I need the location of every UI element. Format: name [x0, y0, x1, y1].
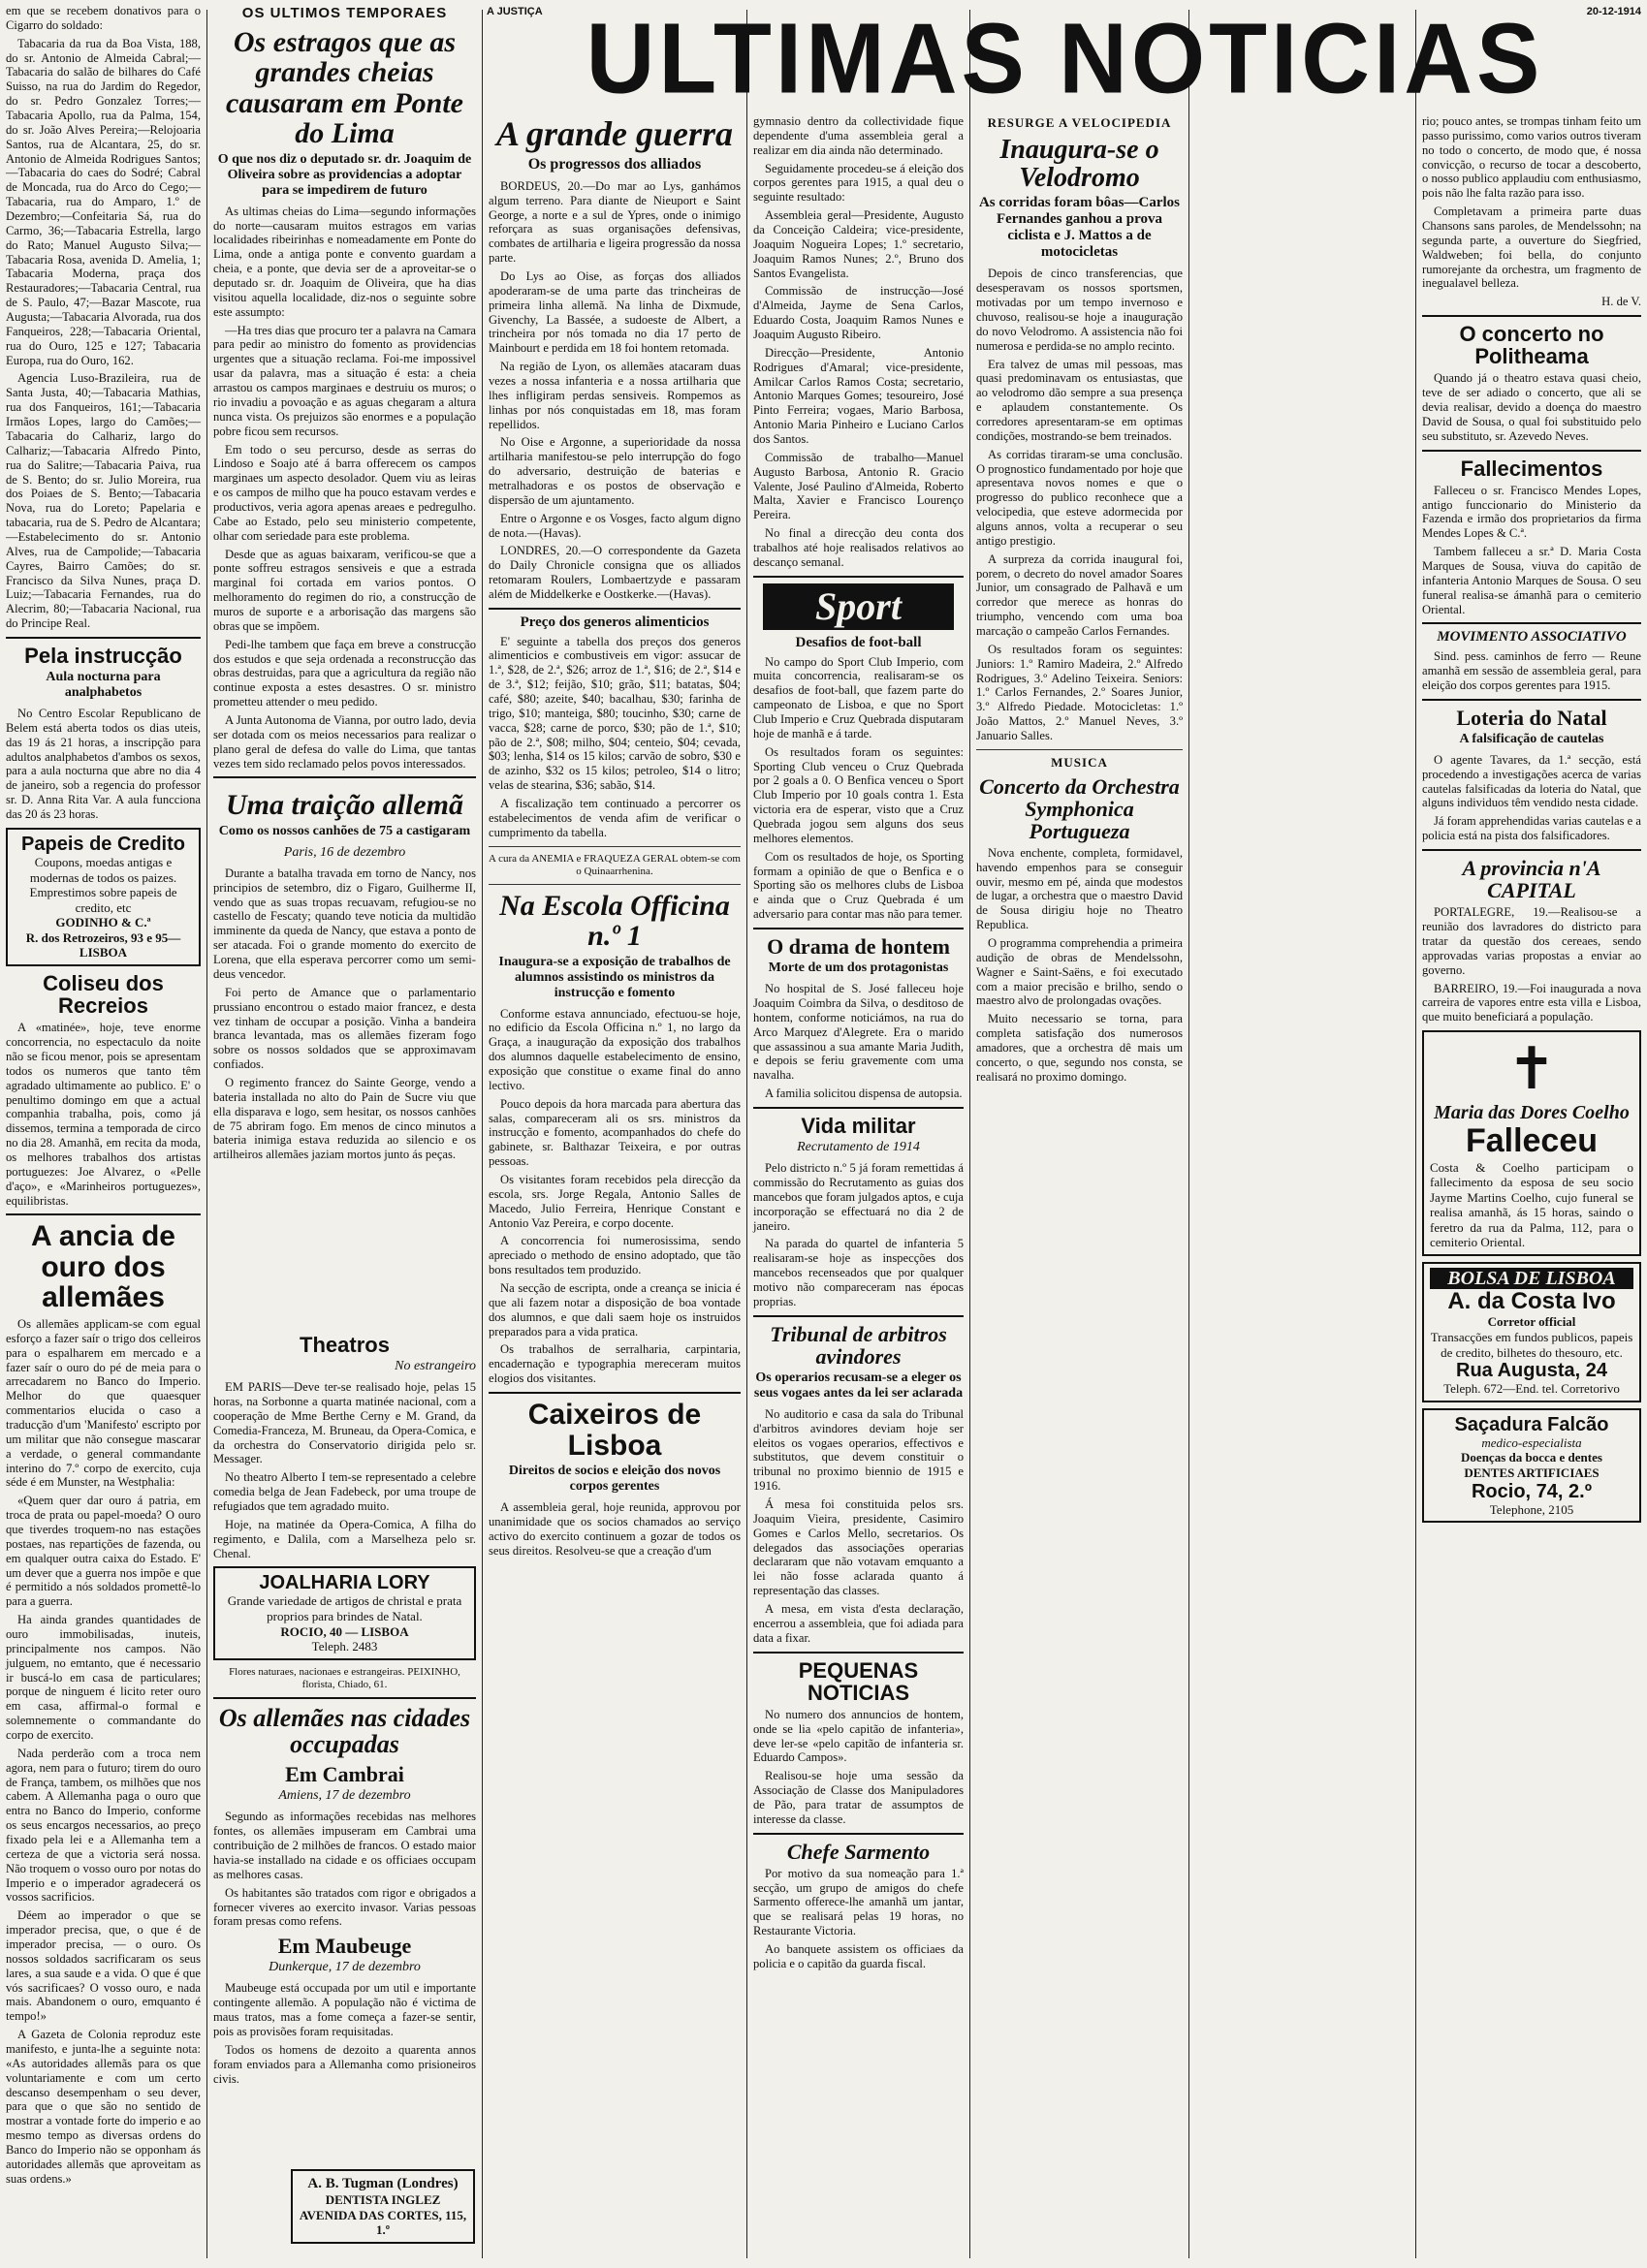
article-text: Ha ainda grandes quantidades de ouro immobilisadas, inuteis, principalmente nos campos. Não julguem, no emtanto, que é necessario ir buscá-lo em casa de particulares; porque de ninguem é licito reter ouro em casa, affirmal-o formal e solemnemente o commandante do corpo de exercito.	[6, 1613, 201, 1742]
article-text: Nova enchente, completa, formidavel, havendo empenhos para se conseguir ouvir, mesmo em pé, ainda que modestos de lugar, a orchestra que o maestro David de Sousa dirigiu hoje no Theatro Republica.	[976, 845, 1183, 932]
article-text: Os visitantes foram recebidos pela direcção da escola, srs. Jorge Regala, Antonio Salles de Macedo, Julio Ferreira, Henrique Constant e Antonio Vaz Pereira, e corpo docente.	[489, 1173, 741, 1230]
ad-sub: DENTISTA INGLEZ	[325, 2192, 441, 2207]
article-text: A Junta Autonoma de Vianna, por outro lado, devia ser dotada com os meios necessarios para realizar o plano geral de defesa do valle do Lima, que tantas vezes tem sido reclamado pelos povos interessados.	[213, 712, 476, 771]
article-text: Com os resultados de hoje, os Sporting formam a opinião de que o Benfica e o Sporting são os melhores clubs de Lisboa e ainda que o Cruz Quebrada é um adversario para contar mas não para temer.	[753, 849, 964, 922]
ad-title: JOALHARIA LORY	[259, 1572, 430, 1594]
article-text: Completavam a primeira parte duas Chansons sans paroles, de Mendelssohn; na segunda parte, a ouverture do Siegfried, Waldweben; foi bella, do conjunto rumorejante da orchestra, um fragmento de inegualavel belleza.	[1422, 205, 1641, 291]
ad-tel: Telephone, 2105	[1489, 1501, 1574, 1517]
ad-name: A. da Costa Ivo	[1447, 1288, 1616, 1315]
ad-firm: GODINHO & C.ª	[55, 915, 151, 930]
divider	[489, 884, 741, 885]
article-text: A surpreza da corrida inaugural foi, porem, o decreto do novel amador Soares Junior, um consagrado de Palhavã e um corredor que merece as honras do triumpho, vencendo com uma boa marcação o campeão Carlos Fernandes.	[976, 551, 1183, 639]
divider	[213, 1697, 476, 1699]
column-6	[1416, 110, 1647, 2268]
article-text: No final a direcção deu conta dos trabalhos até hoje realisados relativos ao descanço semanal.	[753, 526, 964, 569]
headline-drama: O drama de hontem	[767, 934, 950, 959]
article-text: A Gazeta de Colonia reproduz este manifesto, e junta-lhe a seguinte nota: «As autoridades allemãs para os que voluntariamente e com um certo descanso desempenham o seu dever, para que o que são no sentido de mostrar a vontade forte do imperio e ao mesmo tempo as diversas ordens do Banco do Imperio não se opponham ás autoridades allemãs que aproveitam as suas ordens.»	[6, 2028, 201, 2186]
article-text: E' seguinte a tabella dos preços dos generos alimenticios e combustiveis em vigor: assucar de 1.ª, $28, de 2.ª, $26; arroz de 1.ª, $16; de 2.ª, $14 e de 3.ª, $12; feijão, $10; grão, $11; batatas, $04; café, $80; azeite, $40; bacalhau, $30; farinha de trigo, $10; manteiga, $80; toucinho, $30; carne de vacca, $28; carne de porco, $30; pão de 1.ª, $10; pão de 2.ª, $08; milho, $04; centeio, $04; cevada, $03; lenha, $14 os 15 kilos; carvão de sobro, $30 e de azinho, $32 os 15 kilos; petroleo, $14 o litro; velas de stearina, $36; sabão, $14.	[489, 634, 741, 793]
article-text: O agente Tavares, da 1.ª secção, está procedendo a investigações acerca de varias cautelas falsificadas da loteria do Natal, que alguns individuos têm vendido nesta cidade.	[1422, 752, 1641, 810]
obituary-name: Maria das Dores Coelho	[1434, 1102, 1630, 1124]
subheadline: Direitos de socios e eleição dos novos corpos gerentes	[508, 1464, 721, 1495]
article-text: LONDRES, 20.—O correspondente da Gazeta do Daily Chronicle consigna que os alliados retomaram Roulers, Lombaertzyde e passaram além de Middelkerke e Oostkerke.—(Havas).	[489, 544, 741, 601]
ad-address: AVENIDA DAS CORTES, 115, 1.º	[299, 2207, 467, 2238]
article-text: Durante a batalha travada em torno de Nancy, nos principios de setembro, diz o Figaro, Guilherme II, vendo que as suas tropas recuavam, refugiou-se no castello de Fescaty; quando teve noticia da multidão imminente da queda de Nancy, que estava a ponto de ser atacada. Foi o grande momento do exercito de Lorena, que ella esperava percorrer como um semi-deus vencedor.	[213, 866, 476, 981]
article-text: Nada perderão com a troca nem agora, nem para o futuro; tirem do ouro de França, tambem, os milhões que nos cabem. A Allemanha paga o ouro que entra no Banco do Imperio, conforme os seus encargos necessarios, ao preço fixado pela lei e a Allemanha tem a certeza de que a victoria será nossa. Não troquem o vosso ouro por notas do Imperio e o imperador agradecerá os vossos sacrificios.	[6, 1746, 201, 1905]
article-text: Conforme estava annunciado, efectuou-se hoje, no edificio da Escola Officina n.º 1, no largo da Graça, a inauguração da exposição dos trabalhos dos alumnos daquelle estabelecimento de ensino, exposição que constitue o exame final do anno lectivo.	[489, 1006, 741, 1092]
ad-title: Papeis de Credito	[21, 833, 185, 855]
article-text: Assembleia geral—Presidente, Augusto da Conceição Caldeira; vice-presidente, Joaquim Nogueira Lopes; 1.º secretario, Joaquim Ramos Nunes; 2.º, Bruno dos Santos Evangelista.	[753, 208, 964, 280]
article-text: Na região de Lyon, os allemães atacaram duas vezes a nossa infanteria e a nossa artilharia que lhes infligiram perdas sensiveis. Rompemos as linhas por nós conquistadas em 18, mas foram repellidos.	[489, 360, 741, 431]
divider	[489, 1392, 741, 1394]
divider	[753, 1652, 964, 1654]
ad-tugman-wrap	[291, 2169, 475, 2244]
article-text: A «matinée», hoje, teve enorme concorrencia, no espectaculo da noite não se ficou menor, pois se apresentam todos os numeros que tanto têm agradado ultimamente ao publico. E' o penultimo domingo em que a actual companhia trabalha, pois, como já dissemos, termina a temporada de circo no dia 28. Amanhã, em recita da moda, os melhores trabalhos dos artistas portuguezes: Joe Alvarez, o «Pelle d'aço», e «Marinheiros portuguezes», equilibristas.	[6, 1021, 201, 1208]
subheadline: Como os nossos canhões de 75 a castigaram	[218, 823, 471, 838]
ad-address: Rocio, 74, 2.º	[1471, 1480, 1592, 1502]
dateline: Amiens, 17 de dezembro	[278, 1788, 411, 1804]
traicao-article	[213, 784, 476, 1166]
subhead-cambrai: Em Cambrai	[285, 1762, 404, 1787]
col2-lower	[207, 1328, 482, 2268]
ad-papeis-credito	[6, 828, 201, 966]
headline-instruccao: Pela instrucção	[24, 643, 182, 668]
headline-grande-guerra: A grande guerra	[495, 114, 734, 153]
headline-chefe-sarmento: Chefe Sarmento	[786, 1839, 931, 1864]
ad-text: DENTES ARTIFICIAES	[1464, 1465, 1599, 1481]
ad-sub: medico-especialista	[1481, 1434, 1582, 1450]
article-text: Maubeuge está occupada por um util e importante contingente allemão. A população não é victima de maus tratos, mas a fome começa a fazer-se sentir, pois as provisões foram requisitadas.	[213, 1981, 476, 2038]
subheadline: As corridas foram bôas—Carlos Fernandes ganhou a prova ciclista e J. Mattos a de motocicletas	[978, 195, 1181, 261]
kicker: RESURGE A VELOCIPEDIA	[987, 115, 1172, 130]
dateline: Paris, 16 de dezembro	[283, 844, 406, 860]
subheadline: Inaugura-se a exposição de trabalhos de alumnos assistindo os ministros da instrucção e fomento	[498, 954, 731, 1000]
divider	[753, 928, 964, 929]
article-text: Os resultados foram os seguintes: Juniors: 1.º Ramiro Madeira, 2.º Alfredo Rodrigues, 3.º Adelino Teixeira. Seniors: 1.º Carlos Fernandes, 2.º Soares Junior, 3.º Alfredo Piedade. Motocicletas: 1.º João Mattos, 2.º Manuel Neves, 3.º Januario Salles.	[976, 642, 1183, 743]
masthead	[483, 0, 1647, 109]
divider	[1422, 450, 1641, 452]
subheadline: Morte de um dos protagonistas	[768, 961, 949, 976]
article-text: Quando já o theatro estava quasi cheio, teve de ser adiado o concerto, que ali se devia realisar, devido a doença do maestro David de Sousa, o qual foi substituido pelo seu substituto, sr. Azevedo Neves.	[1422, 371, 1641, 443]
ad-address: Rua Augusta, 24	[1456, 1360, 1607, 1382]
article-text: Tambem falleceu a sr.ª D. Maria Costa Marques de Sousa, viuva do capitão de infanteria Antonio Marques de Sousa. O seu funeral realisa-se ámanhã para o cemiterio Oriental.	[1422, 545, 1641, 616]
article-text: A concorrencia foi numerosissima, sendo apreciado o methodo de ensino adoptado, que tão bons resultados tem produzido.	[489, 1234, 741, 1277]
headline-traicao: Uma traição allemã	[226, 789, 463, 822]
split-section	[213, 784, 476, 1166]
article-text: Á mesa foi constituida pelos srs. Joaquim Vieira, presidente, Casimiro Gomes e Carlos Mello, secretarios. Os delegados das associações operarias declararam que não votavam emquanto a lei não fosse aclarada quanto á representação das classes.	[753, 1497, 964, 1598]
article-text: Segundo as informações recebidas nas melhores fontes, os allemães impuseram em Cambrai uma contribuição de 2 milhões de francos. O estado maior havia-se installado na cidade e os officiaes occupam as melhores casas.	[213, 1810, 476, 1881]
dateline: Dunkerque, 17 de dezembro	[269, 1960, 421, 1975]
article-text: No theatro Alberto I tem-se representado a celebre comedia belga de Jean Fadebeck, por uma troupe de refugiados que tem agradado muito.	[213, 1470, 476, 1513]
article-text: Foi perto de Amance que o parlamentario prussiano encontrou o estado maior francez, e desta vez tinham de occupar a posição. Vinha a bandeira branca levantada, mas os allemães fizeram fogo sobre os nossos soldados que se approximavam confiados.	[213, 985, 476, 1072]
subhead-maubeuge: Em Maubeuge	[277, 1934, 412, 1959]
divider	[489, 608, 741, 610]
subheadline: O que nos diz o deputado sr. dr. Joaquim de Oliveira sobre as providencias a adoptar para se impedirem de futuro	[217, 151, 472, 198]
subheadline: Os operarios recusam-se a eleger os seus vogaes antes da lei ser aclarada	[753, 1370, 964, 1401]
headline-coliseu: Coliseu dos Recreios	[43, 971, 164, 1019]
divider	[753, 1107, 964, 1109]
article-text: Por motivo da sua nomeação para 1.ª secção, um grupo de amigos do chefe Sarmento offerece-lhe amanhã um jantar, que se realisará pelas 19 horas, no Restaurante Victoria.	[753, 1866, 964, 1938]
ad-role: Corretor official	[1487, 1314, 1576, 1330]
ad-bolsa	[1422, 1262, 1641, 1402]
article-text: Muito necessario se torna, para completa satisfação dos numerosos amadores, que a orchestra dê mais um concerto, o que, segundo nos consta, se realisará no proximo domingo.	[976, 1012, 1183, 1084]
subheadline: Recrutamento de 1914	[797, 1140, 920, 1155]
ad-address: ROCIO, 40 — LISBOA	[280, 1623, 409, 1639]
headline-football: Desafios de foot-ball	[795, 634, 922, 650]
article-text: Agencia Luso-Brazileira, rua de Santa Justa, 40;—Tabacaria Mathias, rua dos Fanqueiros, 161;—Tabacaria Irmãos Lopes, largo do Camões;—Tabacaria do Calhariz, largo do Calhariz;—Tabacaria Alfredo Pinto, rua do Salitre;—Tabacaria Paiva, rua de S. Bento; do sr. Julio Moreira, rua dos Poiaes de S. Bento;—Tabacaria Nova, rua do Loreto; Papelaria e tabacaria, rua de S. Pedro de Alcantara;—Estabelecimento do sr. Antonio Alves, rua de Campolide;—Tabacaria Cayres, Bairro Camões; do sr. Francisco da Silva Nunes, praça D. Luiz;—Tabacaria Fernandes, rua do Alecrim, 80;—Tabacaria Nacional, rua do Principe Real.	[6, 371, 201, 631]
divider	[489, 846, 741, 847]
headline-cheias: Os estragos que as grandes cheias causaram em Ponte do Lima	[226, 25, 463, 150]
article-text: As ultimas cheias do Lima—segundo informações do norte—causaram muitos estragos em varias localidades ribeirinhas e nomeadamente em Ponte do Lima, onde a antiga ponte e convento guardam a cheia, e a ponte, que devia ser de a aproveitar-se o deputado sr. dr. Joaquim de Oliveira, que ha dias visitou aquella localidade, diz-nos o seguinte sobre este assumpto:	[213, 204, 476, 319]
ad-falcao	[1422, 1408, 1641, 1523]
article-text: Entre o Argonne e os Vosges, facto algum digno de nota.—(Havas).	[489, 511, 741, 540]
article-text: em que se recebem donativos para o Cigarro do soldado:	[6, 4, 201, 32]
article-text: «Quem quer dar ouro á patria, em troca de prata ou papel-moeda? O ouro que tiverdes troquem-no nas estações postaes, nas repartições de fazenda, ou em qualquer outra caixa do Estado. E' um dever que a guerra nos impõe e que é permitido a nós soldados promettê-lo para a guerra.	[6, 1494, 201, 1609]
headline-loteria: Loteria do Natal	[1456, 705, 1607, 730]
divider	[1422, 622, 1641, 624]
article-text: No Oise e Argonne, a superioridade da nossa artilharia manifestou-se pelo interrupção do fogo do adversario, destruição de baterias e metralhadoras e os postos de observação e dispersão de um ajuntamento.	[489, 435, 741, 507]
article-text: O regimento francez do Sainte George, vendo a bateria installada no alto do Pain de Sucre viu que ella disparava e logo, sem hesitar, os nossos canhões de 75 abriram fogo. Em menos de cinco minutos a bateria inimiga estava reduzida ao silencio e os artilheiros allemães jaziam mortos junto ás peças.	[213, 1075, 476, 1162]
article-text: Déem ao imperador o que se imperador precisa, que, o que é de imperador precisa, — o ouro. Os nossos soldados sacrificaram os seus lares, a sua saude e a vida. O que é que vós sacrificaes? O vosso ouro, e nada mais. Abandonem o ouro, emquanto é tempo!»	[6, 1908, 201, 2024]
ad-tel: Teleph. 672—End. tel. Corretorivo	[1443, 1381, 1620, 1397]
ad-text: Doenças da bocca e dentes	[1461, 1450, 1602, 1465]
paper-name: A JUSTIÇA	[487, 6, 543, 17]
article-text: Commissão de instrucção—José d'Almeida, Jayme de Sena Carlos, Eduardo Costa, Joaquim Ramos Nunes e Joaquim Augusto Ribeiro.	[753, 284, 964, 342]
section-musica: MUSICA	[1051, 754, 1108, 770]
article-text: Ao banquete assistem os officiaes da policia e o capitão da guarda fiscal.	[753, 1942, 964, 1970]
article-text: Os allemães applicam-se com egual esforço a fazer saír o trigo dos celleiros para o espalharem em mercado e a fazer saír o ouro do pé de meia para o arrecadarem no Banco do Imperio. Melhor do que quaesquer commentarios elucida o caso a traducção d'um 'Manifesto' escripto por um militar que não consegue mascarar a verdade, o general commandante interino do 7.º corpo de exercito, cuja séde é em Munster, na Westphalia:	[6, 1316, 201, 1490]
headline-movimento: MOVIMENTO ASSOCIATIVO	[1437, 629, 1627, 646]
article-text: Em todo o seu percurso, desde as serras do Lindoso e Soajo até á barra offerecem os campos marginaes um aspecto desolador. Quem viu as leiras e os campos de milho que ha pouco estavam verdes e productivos, veria agora apenas areaes e pedregulho. Cabe ao Estado, pelo seu ministerio competente, olhar com seriedade para este problema.	[213, 442, 476, 543]
article-text: gymnasio dentro da collectividade fique dependente d'uma assembleia geral a realizar em dia ainda não determinado.	[753, 114, 964, 157]
column-rule	[1188, 10, 1189, 2258]
issue-date: 20-12-1914	[1586, 6, 1641, 17]
article-text: Depois de cinco transferencias, que desesperavam os nossos sportsmen, motivadas por um tempo invernoso e chuvoso, realisou-se hoje a inauguração do novo Velodromo. A assistencia não foi numerosa e perdida-se no amplo recinto.	[976, 267, 1183, 353]
article-text: Já foram apprehendidas varias cautelas e a policia está na pista dos falsificadores.	[1422, 814, 1641, 843]
headline-escola-officina: Na Escola Officina n.º 1	[499, 889, 730, 953]
headline-velodromo: Inaugura-se o Velodromo	[999, 134, 1159, 194]
article-text: Hoje, na matinée da Opera-Comica, A filha do regimento, e Dalila, com a Marselheza pelo sr. Chenal.	[213, 1517, 476, 1560]
subheadline: A falsificação de cautelas	[1459, 731, 1604, 746]
column-5	[970, 110, 1188, 2268]
headline-pequenas: PEQUENAS NOTICIAS	[798, 1657, 919, 1705]
article-text: BORDEUS, 20.—Do mar ao Lys, ganhámos algum terreno. Para diante de Nieuport e Saint George, a norte e a sul de Ypres, onde o inimigo reforçara as suas organisações defensivas, combates de artilharia e ligeira progressão da nossa parte.	[489, 178, 741, 266]
headline-caixeiros: Caixeiros de Lisboa	[527, 1399, 702, 1462]
ad-tugman	[291, 2169, 475, 2244]
article-text: Do Lys ao Oise, as forças dos alliados apoderaram-se de uma parte das trincheiras de primeira linha allemã. Na linha de Dixmude, Givenchy, La Bassée, a sudoeste de Albert, a trincheira por nós tomada no dia 17 perto de Mainbourt e perdida em 18 foi hontem retomada.	[489, 268, 741, 356]
article-text: Os resultados foram os seguintes: Sporting Club venceu o Cruz Quebrada por 2 goals a 0. O Benfica venceu o Sport Club Imperio por 10 goals contra 1. Esta victoria era de esperar, visto que a Cruz Quebrada jogou sem alguns dos seus melhores elementos.	[753, 744, 964, 845]
headline-ancia-ouro: A ancia de ouro dos allemães	[31, 1220, 175, 1314]
article-text: Pouco depois da hora marcada para abertura das salas, compareceram ali os srs. ministros da instrucção e fomento, acompanhados do chefe do gabinete, sr. Balthazar Teixeira, e por outras pessoas.	[489, 1096, 741, 1169]
divider	[1422, 699, 1641, 701]
article-text: Commissão de trabalho—Manuel Augusto Barbosa, Antonio R. Gracio Valente, José Paulino d'Almeida, Roberto Malta, Xavier e Francisco Lourenço Pereira.	[753, 450, 964, 522]
headline-fallecimentos: Fallecimentos	[1460, 456, 1603, 481]
divider	[6, 637, 201, 639]
article-text: No campo do Sport Club Imperio, com muita concorrencia, realisaram-se os desafios de foot-ball, que fazem parte do campeonato de Lisboa, e que no Sport Club Imperio e Cruz Quebrada disputaram hoje de manhã e á tarde.	[753, 654, 964, 740]
article-text: As corridas tiraram-se uma conclusão. O prognostico fundamentado por hoje que apresentava novos nomes e que o progresso do publico reconhece que a velocipedia, que esteve adormecida por alguns annos, volta a recuperar o seu antigo prestigio.	[976, 447, 1183, 548]
article-text: —Ha tres dias que procuro ter a palavra na Camara para pedir ao ministro do fomento as providencias urgentes que a situação reclama. Foi-me impossivel usar da palavra, mas a situação é esta: a cheia arrastou os campos marginaes e destruiu os muros; o rio invadiu a povoação e as aguas chegaram a altura nunca vista. Os prejuizos são enormes e a população pobre ficou sem recursos.	[213, 323, 476, 438]
headline-precos: Preço dos generos alimenticios	[520, 614, 710, 630]
article-text: Sind. pess. caminhos de ferro — Reune amanhã em sessão de assembleia geral, para eleição dos corpos gerentes para 1915.	[1422, 649, 1641, 692]
subheadline: Os progressos dos alliados	[527, 155, 702, 173]
article-text: Na secção de escripta, onde a creança se inicia é que ali fazem notar a disposição de boa vontade dos alumnos, e que dali saem hoje os instruidos preparados para a vida pratica.	[489, 1281, 741, 1339]
article-text: No numero dos annuncios de hontem, onde se lia «pelo capitão de infanteria», deve ler-se «pelo capitão de infanteria sr. Eduardo Campos».	[753, 1707, 964, 1765]
column-4	[747, 110, 969, 2268]
divider	[753, 576, 964, 578]
headline-vida-militar: Vida militar	[801, 1113, 916, 1138]
ad-title: BOLSA DE LISBOA	[1430, 1268, 1633, 1289]
ad-title: Saçadura Falcão	[1454, 1413, 1609, 1435]
ad-text: Transacções em fundos publicos, papeis de credito, bilhetes do thesouro, etc.	[1430, 1330, 1633, 1360]
ad-text: Grande variedade de artigos de christal e prata proprios para brindes de Natal.	[227, 1593, 462, 1623]
headline-politheama: O concerto no Politheama	[1459, 322, 1604, 369]
divider	[1422, 849, 1641, 851]
ad-title: A. B. Tugman (Londres)	[307, 2176, 459, 2191]
article-text: Na parada do quartel de infanteria 5 realisaram-se hoje as inspecções dos mancebos recenseados que por qualquer motivo não compareceram nas épocas proprias.	[753, 1237, 964, 1308]
subheadline: Aula nocturna para analphabetos	[46, 670, 161, 701]
article-text: Seguidamente procedeu-se á eleição dos corpos gerentes para 1915, a qual deu o seguinte resultado:	[753, 161, 964, 205]
divider	[6, 1213, 201, 1215]
obituary-text: Costa & Coelho participam o fallecimento da esposa de seu socio Jayme Martins Coelho, cujo funeral se realisa amanhã, ás 15 horas, saindo o feretro da rua da Palma, 112, para o cemiterio Oriental.	[1430, 1159, 1633, 1250]
headline-theatros: Theatros	[300, 1333, 390, 1357]
signature: H. de V.	[1601, 295, 1641, 309]
article-text: No auditorio e casa da sala do Tribunal d'arbitros avindores deviam hoje ser eleitos os vogaes operarios, effectivos e substitutos, que devem constituir o tribunal no proximo biennio de 1915 e 1916.	[753, 1406, 964, 1494]
ad-address: R. dos Retrozeiros, 93 e 95—LISBOA	[25, 929, 181, 961]
article-text: A fiscalização tem continuado a percorrer os estabelecimentos de venda afim de verificar o cumprimento da tabella.	[489, 797, 741, 839]
ad-joalharia	[213, 1566, 476, 1659]
divider	[976, 749, 1183, 750]
article-text: Pelo districto n.º 5 já foram remettidas á commissão do Recrutamento as guias dos mancebos que foram julgados aptos, e cuja incorporação se effectuará no dia 2 de janeiro.	[753, 1161, 964, 1233]
article-text: O programma comprehendia a primeira audição de obras de Mendelssohn, Wagner e Saint-Saëns, e foi executado com a maior precisão e brilho, sendo o maestro alvo de prolongadas ovações.	[976, 936, 1183, 1008]
ad-text: Coupons, moedas antigas e modernas de todos os paizes.	[29, 854, 177, 885]
headline-provincia: A provincia n'A CAPITAL	[1462, 856, 1601, 903]
cross-icon: ✝	[1506, 1037, 1557, 1102]
article-text: No hospital de S. José falleceu hoje Joaquim Coimbra da Silva, o desditoso de hontem, conforme noticiámos, na rua do Arco Marquez d'Alegrete. Era o marido que assassinou a sua amante Maria Judith, e depois se feriu gravemente com uma navalha.	[753, 982, 964, 1083]
obituary-box	[1422, 1030, 1641, 1256]
article-text: EM PARIS—Deve ter-se realisado hoje, pelas 15 horas, na Sorbonne a quarta matinée nacional, com a cooperação de Mme Berthe Cerny e M. Grand, da Comedia-Franceza, M. Bruneau, da Opera-Comica, e da orchestra do Conservatorio dirigida pelo sr. Messager.	[213, 1380, 476, 1466]
obituary-word: Falleceu	[1465, 1122, 1599, 1160]
divider	[1422, 315, 1641, 317]
article-text: Realisou-se hoje uma sessão da Associação de Classe dos Manipuladores de Pão, para tratar de assumptos de interesse da classe.	[753, 1769, 964, 1826]
article-text: A familia solicitou dispensa de autopsia.	[765, 1087, 963, 1101]
article-text: BARREIRO, 19.—Foi inaugurada a nova carreira de vapores entre esta villa e Lisboa, que muito beneficiará a população.	[1422, 981, 1641, 1024]
section-head: OS ULTIMOS TEMPORAES	[241, 5, 448, 21]
article-text: Pedi-lhe tambem que faça em breve a construcção dos estudos e que seja ordenada a reconstrucção das obras destruidas, para que a agricultura da região não continue exposta a estes desastres. O sr. ministro prometteu attender o meu pedido.	[213, 637, 476, 709]
article-text: A assembleia geral, hoje reunida, approvou por unanimidade que os socios chamados ao serviço activo do exercito continuem a gozar de todos os seus direitos. Resolveu-se que a creação d'um	[489, 1500, 741, 1558]
divider	[753, 1315, 964, 1317]
article-text: Era talvez de umas mil pessoas, mas quasi predominavam os entusiastas, que ao velodromo dão sempre a sua presença e aplaudem constantemente. Os corredores apresentaram-se em optimas condições, mostrando-se bem treinados.	[976, 357, 1183, 443]
ad-text: Emprestimos sobre papeis de credito, etc	[29, 885, 177, 915]
article-text: Os habitantes são tratados com rigor e obrigados a fornecer viveres ao exercito invasor. Varias pessoas foram presas como refens.	[213, 1885, 476, 1929]
ad-tel: Teleph. 2483	[311, 1639, 378, 1654]
article-text: rio; pouco antes, se trompas tinham feito um passo purissimo, como varios outros tiveram no todo o concerto, de modo que, é nossa convicção, o recurso de tocar a descoberto, o nosso publico applaudiu com enthusiasmo, pois não lhe falta razão para isso.	[1422, 114, 1641, 201]
divider	[753, 1833, 964, 1835]
anemia-ad: A cura da ANEMIA e FRAQUEZA GERAL obtem-se com o Quinaarrhenina.	[489, 852, 741, 877]
article-text: Falleceu o sr. Francisco Mendes Lopes, antigo funccionario do Ministerio da Fazenda e irmão dos proprietarios da firma Mendes Lopes & C.ª.	[1422, 483, 1641, 541]
headline-tribunal: Tribunal de arbitros avindores	[770, 1321, 947, 1369]
article-text: Desde que as aguas baixaram, verificou-se que a ponte soffreu estragos sensiveis e que a estrada marginal foi cortada em varios pontos. O melhoramento do regimen do rio, a construcção de muros de suporte e a arborisação das margens são obras que se impõem.	[213, 547, 476, 633]
article-text: No Centro Escolar Republicano de Belem está aberta todos os dias uteis, das 19 ás 21 horas, a inscripção para adultos analphabetos d'ambos os sexos, para a aula nocturna que abre no dia 4 de janeiro, sob a regencia do professor sr. D. Anna Rita Var. A aula funcciona das 20 ás 23 horas.	[6, 707, 201, 822]
flores-ad: Flores naturaes, nacionaes e estrangeiras. PEIXINHO, florista, Chiado, 61.	[229, 1665, 460, 1690]
headline-cidades: Os allemães nas cidades occupadas	[218, 1703, 471, 1759]
article-text: Todos os homens de dezoito a quarenta annos foram enviados para a Allemanha como prisioneiros civis.	[213, 2042, 476, 2086]
article-text: A mesa, em vista d'esta declaração, encerrou a assembleia, que foi adiada para data a fixar.	[753, 1602, 964, 1645]
headline-concerto: Concerto da Orchestra Symphonica Portugueza	[979, 773, 1180, 843]
sport-banner: Sport	[763, 583, 954, 630]
subheadline: No estrangeiro	[395, 1359, 476, 1374]
column-1	[0, 0, 206, 2268]
article-text: Direcção—Presidente, Antonio Rodrigues d'Amaral; vice-presidente, Amilcar Carlos Ramos Costa; secretario, Antonio Marques Gomes; tesoureiro, José Pinto Ferreira; vogaes, Mario Barbosa, Antonio Maria Pinheiro e Luciano Carlos dos Santos.	[753, 345, 964, 447]
article-text: Os trabalhos de serralharia, carpintaria, encadernação e typographia mereceram muitos elogios dos visitantes.	[489, 1342, 741, 1386]
divider	[213, 776, 476, 778]
article-text: PORTALEGRE, 19.—Realisou-se a reunião dos lavradores do districto para tratar da questão dos cereaes, sendo approvadas varias propostas a enviar ao governo.	[1422, 905, 1641, 977]
article-text: Tabacaria da rua da Boa Vista, 188, do sr. Antonio de Almeida Cabral;—Tabacaria do salão de bilhares do Café Suisso, na rua do Jardim do Regedor, do sr. Pedro Gonzalez Torres;—Tabacaria Apollo, rua da Palma, 154, do sr. João Alves Pereira;—Relojoaria Santos, rua de Alcantara, 25, do sr. Antonio de Almeida Rodrigues Santos;—Tabacaria do caes do Sodré; Cabral de Moncada, rua do Arco do Cego;—Tabacaria, rua do Amparo, 1.º de Dezembro;—Confeitaria Sá, rua do Carmo, 36;—Tabacaria Estrella, largo do Rato; Manuel Augusto Silva;—Tabacaria Rosa, avenida D. Amelia, 1; Tabacaria Moderna, praça dos Restauradores;—Tabacaria Central, rua de S. Paulo, 47;—Bazar Mascote, rua Augusta;—Tabacaria Alvorada, rua dos Fanqueiros, 228;—Tabacaria Oriental, rua do Ouro, 125 e 127; Tabacaria Europa, rua do Ouro, 162.	[6, 36, 201, 367]
masthead-title: ULTIMAS NOTICIAS	[586, 2, 1544, 109]
column-3	[483, 110, 746, 2268]
